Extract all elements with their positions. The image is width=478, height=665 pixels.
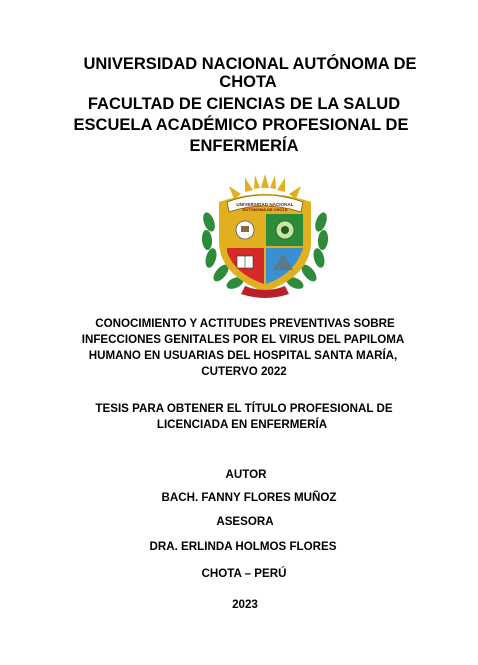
school-name: ESCUELA ACADÉMICO PROFESIONAL DE	[73, 116, 409, 134]
thesis-title-line3: HUMANO EN USUARIAS DEL HOSPITAL SANTA MARÍA,	[88, 349, 398, 362]
author-name: BACH. FANNY FLORES MUÑOZ	[161, 491, 337, 504]
advisor-name: DRA. ERLINDA HOLMOS FLORES	[149, 540, 337, 553]
thesis-purpose-line2: LICENCIADA EN ENFERMERÍA	[156, 418, 328, 431]
university-name-line2: CHOTA	[219, 73, 277, 91]
university-crest	[197, 172, 333, 300]
year: 2023	[232, 598, 258, 611]
thesis-title-line2: INFECCIONES GENITALES POR EL VIRUS DEL PAPILOMA	[81, 333, 405, 346]
place: CHOTA – PERÚ	[201, 567, 287, 580]
career-name: ENFERMERÍA	[189, 137, 299, 155]
university-name-line1: UNIVERSIDAD NACIONAL AUTÓNOMA DE	[83, 55, 417, 73]
faculty-name: FACULTAD DE CIENCIAS DE LA SALUD	[87, 95, 401, 113]
author-label: AUTOR	[225, 468, 267, 481]
advisor-label: ASESORA	[216, 515, 274, 528]
crest-banner-text: UNIVERSIDAD NACIONAL	[236, 202, 294, 207]
thesis-title-line4: CUTERVO 2022	[201, 365, 287, 378]
svg-text:AUTÓNOMA DE CHOTA: AUTÓNOMA DE CHOTA	[242, 207, 288, 212]
thesis-purpose-line1: TESIS PARA OBTENER EL TÍTULO PROFESIONAL DE	[95, 402, 393, 415]
thesis-title-line1: CONOCIMIENTO Y ACTITUDES PREVENTIVAS SOBRE	[95, 317, 395, 330]
